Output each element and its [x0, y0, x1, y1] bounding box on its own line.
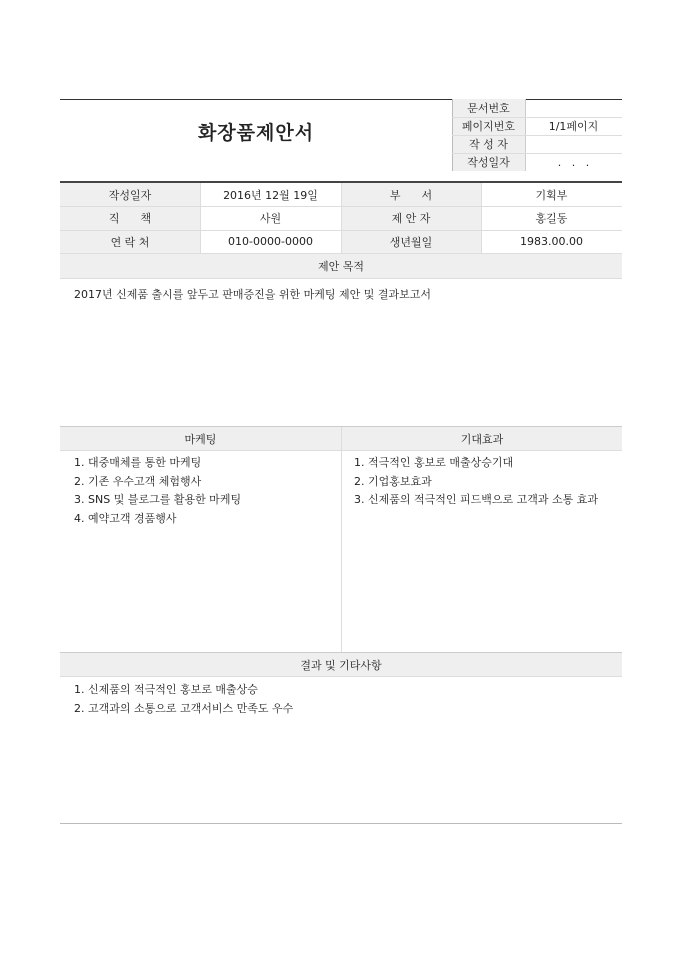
info-label-proposer: 제 안 자 — [391, 212, 431, 225]
purpose-heading: 제안 목적 — [60, 254, 622, 278]
meta-label-page-number: 페이지번호 — [461, 120, 516, 133]
marketing-list — [74, 454, 334, 528]
meta-value-author — [525, 135, 622, 153]
marketing-heading: 마케팅 — [60, 427, 341, 450]
effects-list — [354, 454, 609, 510]
info-value-birthdate: 1983.00.00 — [520, 235, 583, 248]
list-item: 2. 기업홍보효과 — [354, 474, 432, 488]
effects-heading: 기대효과 — [342, 427, 622, 450]
info-label-contact: 연 락 처 — [110, 235, 150, 249]
list-item: 3. 신제품의 적극적인 피드백으로 고객과 소통 효과 — [354, 493, 599, 506]
list-item: 1. 신제품의 적극적인 홍보로 매출상승 — [74, 683, 258, 696]
list-item: 1. 적극적인 홍보로 매출상승기대 — [354, 456, 514, 469]
list-item: 1. 대중매체를 통한 마케팅 — [74, 456, 202, 469]
list-item: 2. 고객과의 소통으로 고객서비스 만족도 우수 — [74, 701, 294, 715]
info-value-department: 기획부 — [535, 188, 568, 202]
document-title: 화장품제안서 — [197, 122, 315, 144]
info-label-created-date: 작성일자 — [108, 188, 152, 202]
meta-value-doc-number — [525, 99, 622, 117]
info-value-proposer: 홍길동 — [535, 212, 568, 225]
meta-label-author: 작 성 자 — [469, 138, 508, 151]
info-label-birthdate: 생년월일 — [389, 235, 433, 249]
list-item: 4. 예약고객 경품행사 — [74, 511, 177, 525]
bottom-rule — [60, 823, 622, 824]
list-item: 2. 기존 우수고객 체험행사 — [74, 474, 202, 488]
results-list — [74, 681, 614, 718]
purpose-text: 2017년 신제품 출시를 앞두고 판매증진을 위한 마케팅 제안 및 결과보고서 — [74, 288, 431, 301]
list-item: 3. SNS 및 블로그를 활용한 마케팅 — [74, 493, 242, 506]
meta-label-doc-number: 문서번호 — [467, 102, 510, 115]
info-label-department: 부 서 — [389, 188, 433, 202]
info-value-contact: 010-0000-0000 — [228, 235, 313, 248]
info-label-position: 직 책 — [108, 212, 152, 225]
info-value-created-date: 2016년 12월 19일 — [223, 188, 318, 202]
info-value-position: 사원 — [259, 212, 282, 225]
results-heading: 결과 및 기타사항 — [60, 653, 622, 676]
meta-value-date: . . . — [557, 155, 590, 169]
meta-value-page-number: 1/1페이지 — [548, 120, 599, 133]
meta-label-date: 작성일자 — [467, 156, 510, 169]
